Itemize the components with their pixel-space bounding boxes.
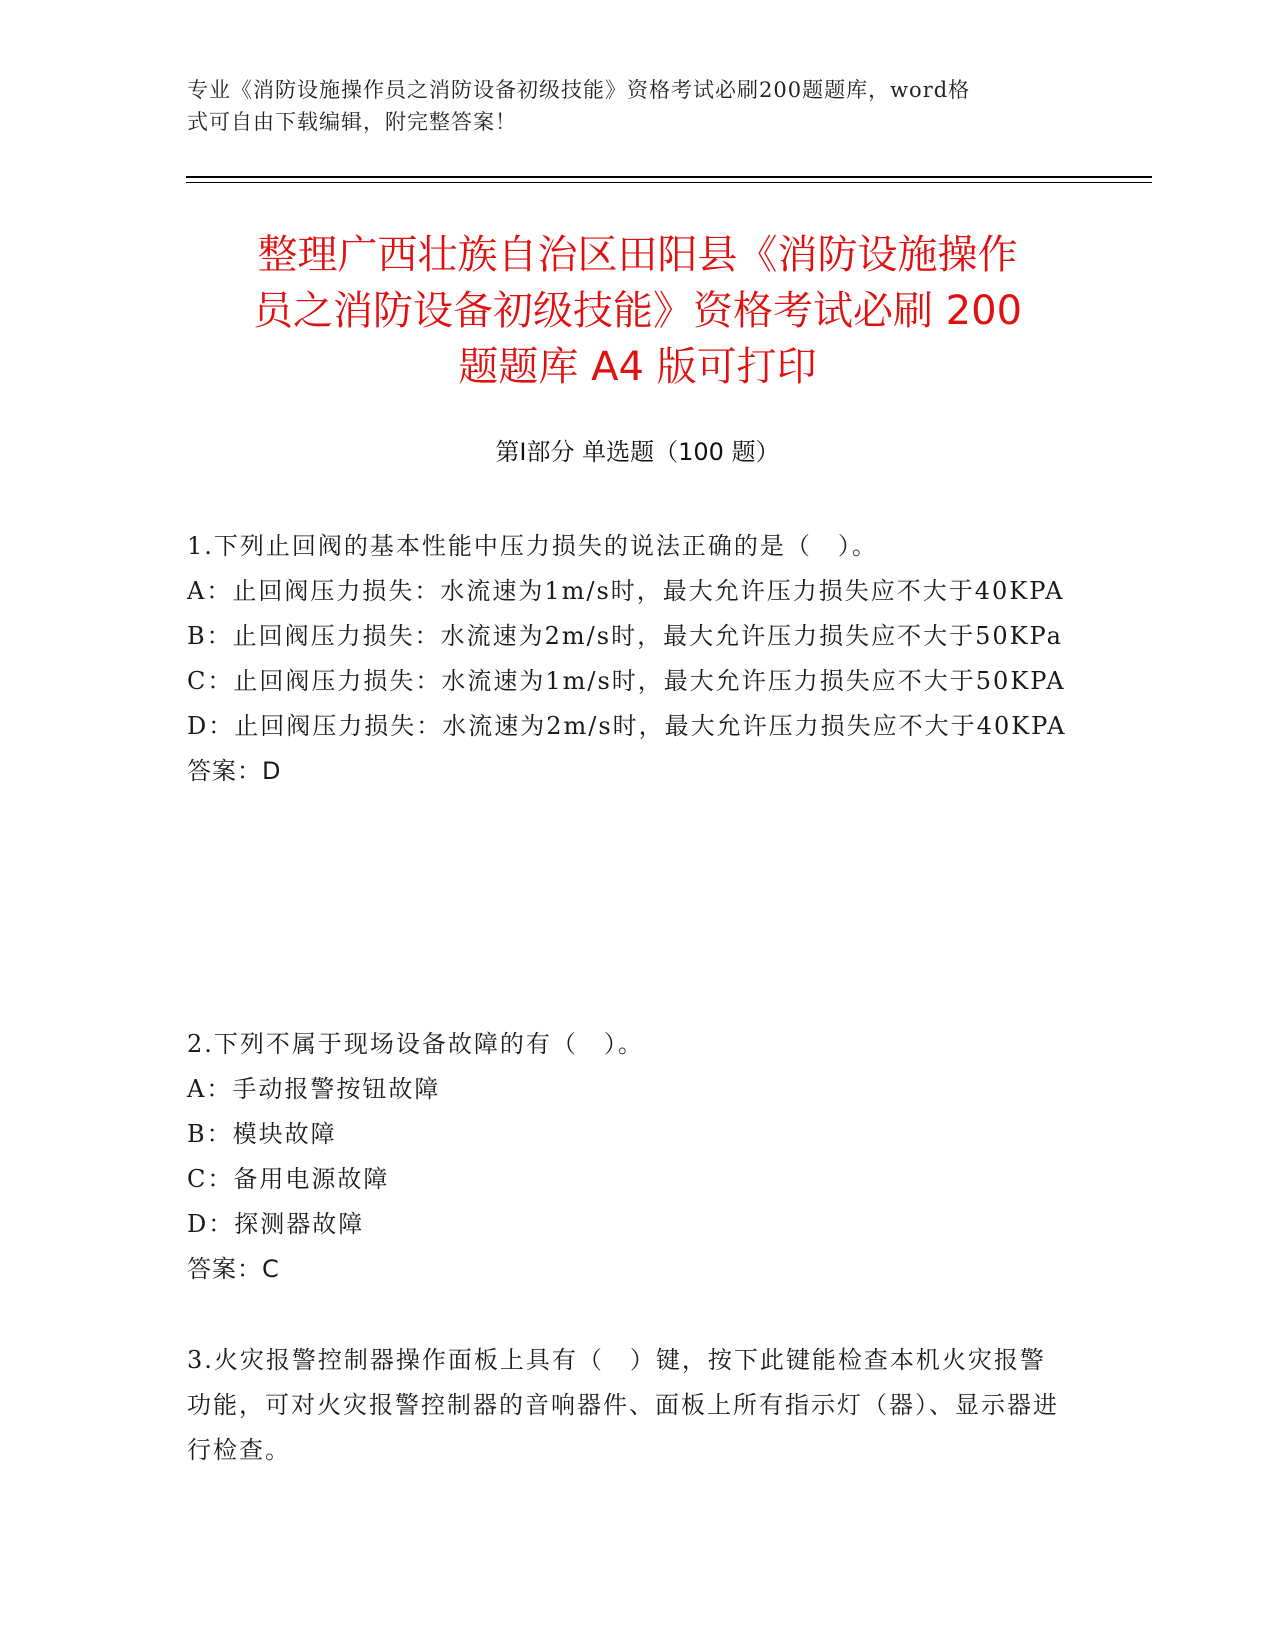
question-stem: 3.火灾报警控制器操作面板上具有（ ）键，按下此键能检查本机火灾报警功能，可对火灾报警控制器的音响器件、面板上所有指示灯（器）、显示器进行检查。 [187, 1346, 1059, 1464]
option-b: B：模块故障 [187, 1120, 337, 1148]
document-title-line-2: 员之消防设备初级技能》资格考试必刷 200 [252, 288, 1023, 334]
question-stem: 1.下列止回阀的基本性能中压力损失的说法正确的是（ ）。 [187, 532, 878, 560]
option-c: C：备用电源故障 [187, 1165, 390, 1193]
header-divider-thin [186, 182, 1152, 183]
answer: 答案：D [187, 757, 282, 785]
question-1 [187, 524, 1067, 794]
option-a: A：手动报警按钮故障 [187, 1075, 441, 1103]
document-title-line-3: 题题库 A4 版可打印 [458, 344, 817, 390]
option-b: B：止回阀压力损失：水流速为2m/s时，最大允许压力损失应不大于50KPa [187, 622, 1063, 650]
option-c: C：止回阀压力损失：水流速为1m/s时，最大允许压力损失应不大于50KPA [187, 667, 1066, 695]
option-d: D：探测器故障 [187, 1210, 365, 1238]
question-stem: 2.下列不属于现场设备故障的有（ ）。 [187, 1030, 644, 1058]
document-title-line-1: 整理广西壮族自治区田阳县《消防设施操作 [257, 232, 1018, 278]
option-d: D：止回阀压力损失：水流速为2m/s时，最大允许压力损失应不大于40KPA [187, 712, 1067, 740]
document-title [195, 227, 1080, 395]
section-title: 第Ⅰ部分 单选题（100 题） [495, 438, 780, 466]
option-a: A：止回阀压力损失：水流速为1m/s时，最大允许压力损失应不大于40KPA [187, 577, 1065, 605]
answer: 答案：C [187, 1255, 280, 1283]
header-note-line-1: 专业《消防设施操作员之消防设备初级技能》资格考试必刷200题题库，word格 [187, 78, 971, 102]
question-3 [187, 1338, 1067, 1473]
question-2 [187, 1022, 1067, 1292]
header-note [187, 74, 1087, 138]
header-note-line-2: 式可自由下载编辑，附完整答案！ [187, 110, 517, 134]
header-divider-thick [186, 176, 1152, 178]
